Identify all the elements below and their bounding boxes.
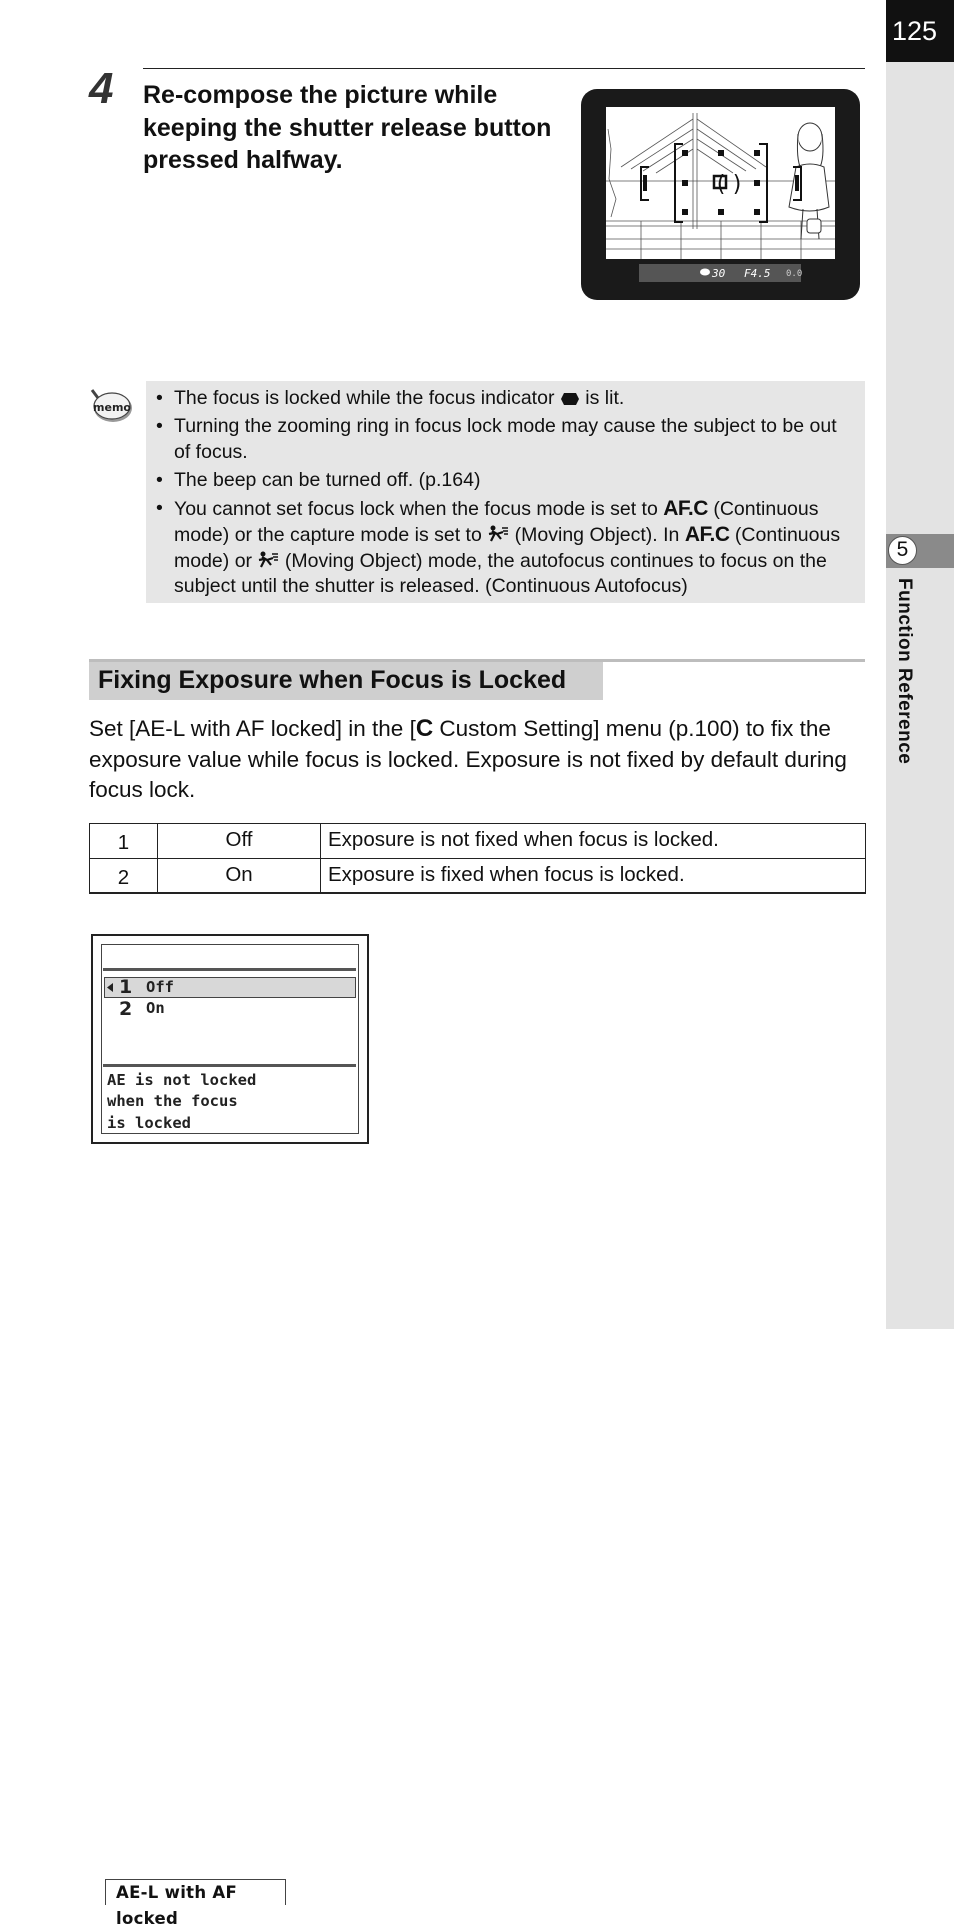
menu-description-divider <box>103 1064 356 1067</box>
menu-screenshot <box>91 934 369 1928</box>
page-number: 125 <box>886 0 954 62</box>
memo-list <box>156 386 856 602</box>
menu-description-line: AE is not locked <box>107 1071 257 1089</box>
menu-description-line: when the focus <box>107 1092 238 1110</box>
memo-box <box>146 381 865 603</box>
table-cell-setting: On <box>158 858 321 893</box>
table-row <box>90 824 866 859</box>
section-heading: Fixing Exposure when Focus is Locked <box>89 662 603 700</box>
viewfinder-shutter: 30 <box>712 267 726 280</box>
menu-title-divider <box>103 968 356 971</box>
memo-bullet-4: • You cannot set focus lock when the focus mode is set to AF.C (Continuous mode) or the capture mode is set to (Moving Object). In AF.C (Continuous mode) or (Moving Object) mode, the autofocus continues to focus on the subject until the shutter is released. (Continuous Autofocus) <box>156 496 856 600</box>
selection-arrow-icon <box>106 983 114 992</box>
focus-indicator-icon <box>560 392 580 406</box>
viewfinder-illustration <box>581 89 860 300</box>
menu-item-num: 1 <box>119 976 133 998</box>
menu-item-selected[interactable] <box>104 977 356 998</box>
memo-icon <box>88 386 134 426</box>
viewfinder-aperture: F4.5 <box>744 267 771 280</box>
menu-description-line: is locked <box>107 1114 191 1132</box>
table-cell-setting: Off <box>158 824 321 859</box>
svg-text:(: ( <box>716 172 726 197</box>
afc-mode-label: AF.C <box>663 496 708 520</box>
options-table <box>89 823 866 894</box>
viewfinder-ev: 0.0 <box>786 269 803 279</box>
afc-mode-label: AF.C <box>684 523 730 546</box>
memo-bullet-2: • Turning the zooming ring in focus lock mode may cause the subject to be out of focus. <box>156 414 856 465</box>
menu-item-num: 2 <box>119 998 133 1020</box>
memo-bullet-1: • The focus is locked while the focus indicator is lit. <box>156 386 856 412</box>
table-row <box>90 858 866 893</box>
moving-object-icon <box>257 551 279 569</box>
top-rule <box>143 68 865 69</box>
step-number: 4 <box>89 64 112 113</box>
moving-object-icon <box>487 525 509 543</box>
table-cell-desc: Exposure is fixed when focus is locked. <box>321 858 866 893</box>
chapter-title: Function Reference <box>894 578 915 765</box>
menu-item-off[interactable]: Off <box>146 978 174 996</box>
memo-icon-label: memo <box>93 401 131 414</box>
menu-item-on[interactable]: On <box>146 999 165 1017</box>
memo-bullet-3: • The beep can be turned off. (p.164) <box>156 468 856 494</box>
table-cell-num: 2 <box>90 858 158 893</box>
menu-tab-title[interactable]: AE-L with AF locked <box>105 1879 286 1905</box>
table-cell-num: 1 <box>90 824 158 859</box>
step-instruction: Re-compose the picture while keeping the shutter release button pressed halfway. <box>143 81 552 174</box>
section-paragraph: Set [AE-L with AF locked] in the [C Custom Setting] menu (p.100) to fix the exposure value while focus is locked. Exposure is not fixed by default during focus lock. <box>89 715 847 802</box>
table-cell-desc: Exposure is not fixed when focus is locked. <box>321 824 866 859</box>
custom-setting-icon: C <box>415 715 434 742</box>
svg-text:): ) <box>732 172 742 197</box>
chapter-number: 5 <box>888 536 917 565</box>
